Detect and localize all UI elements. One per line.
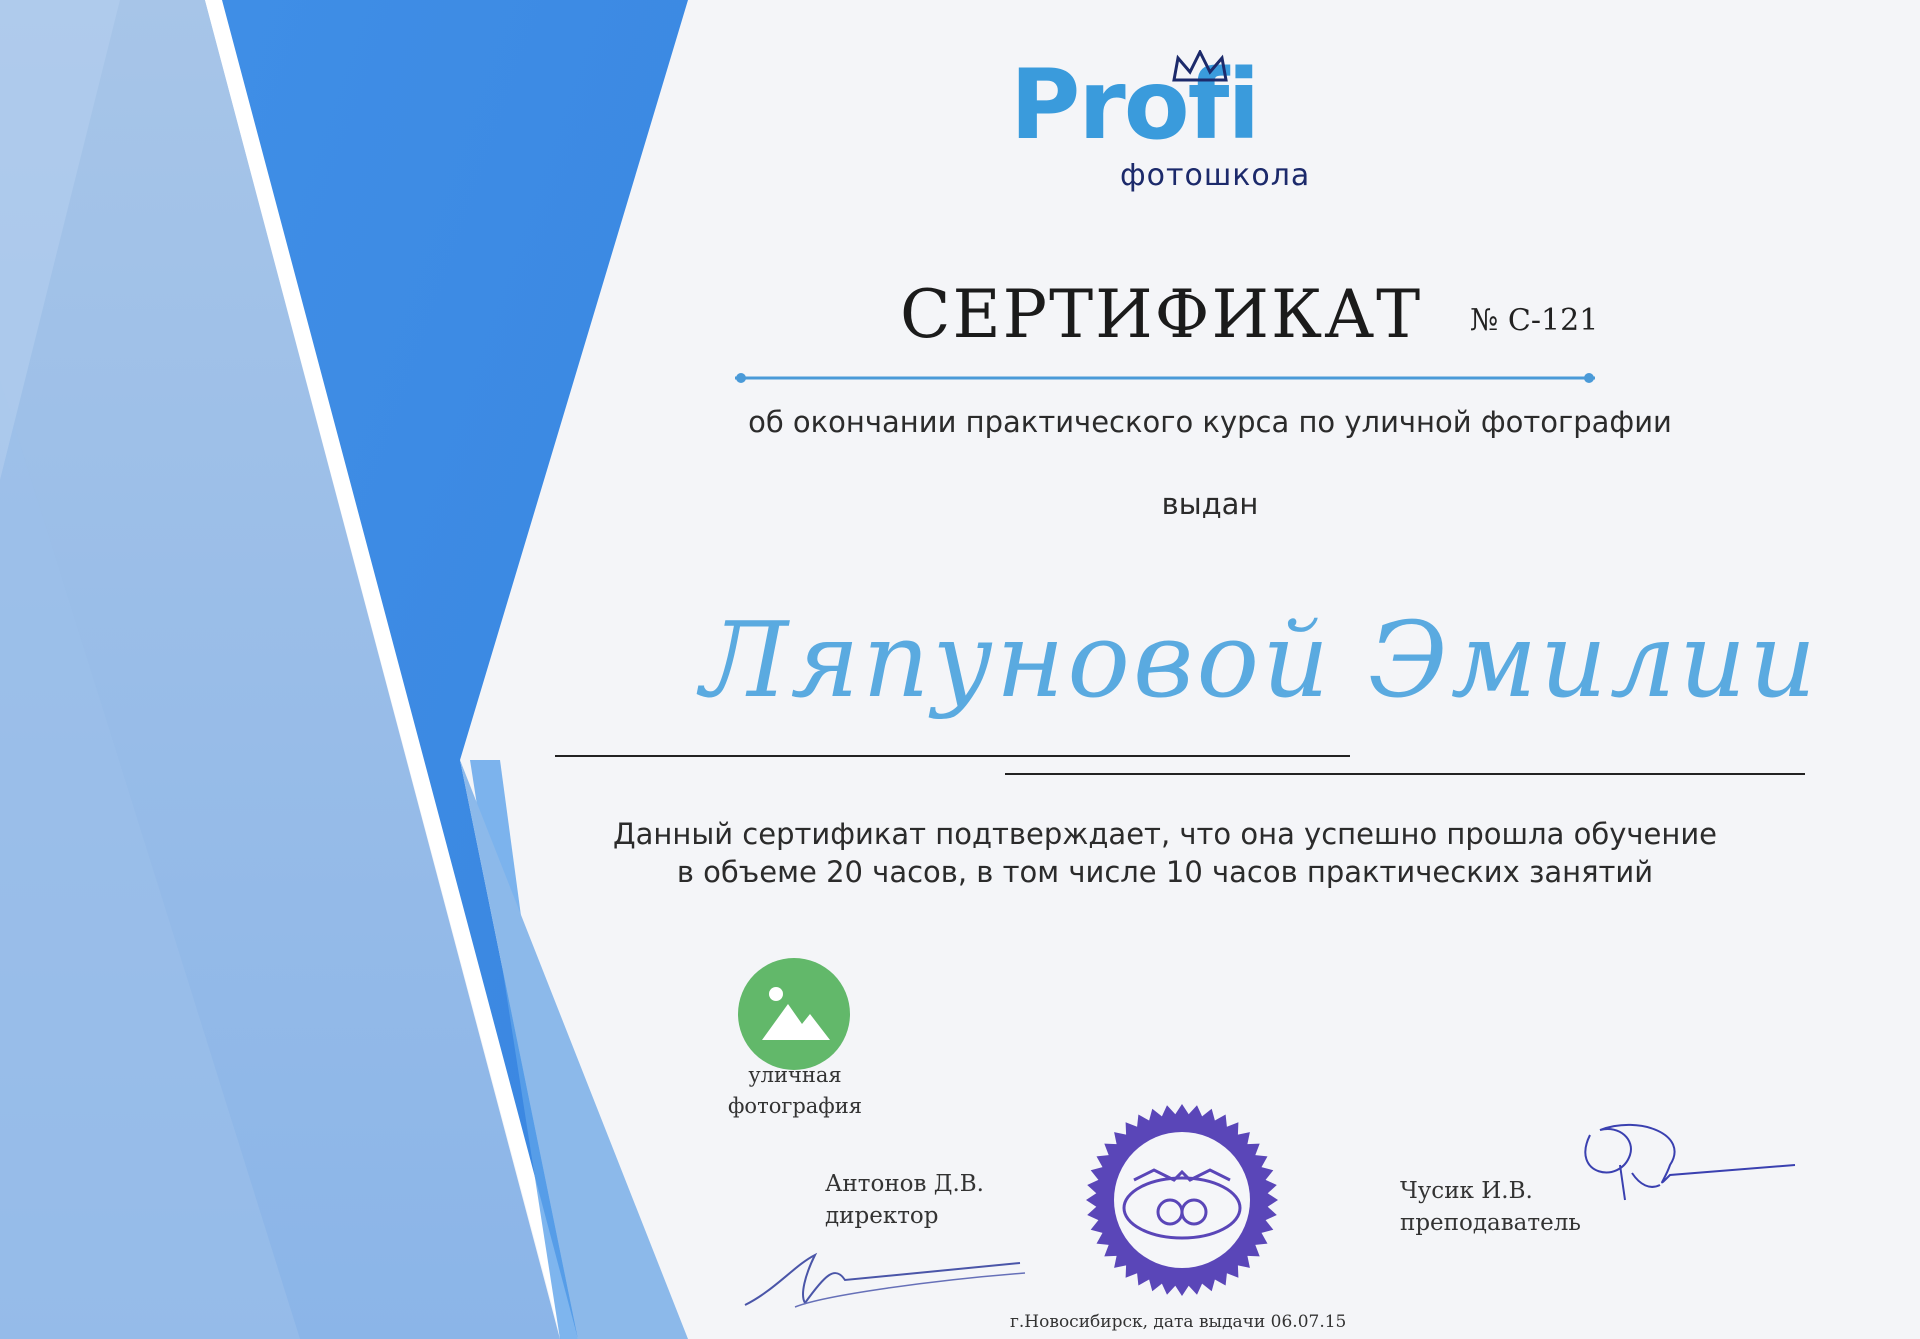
- name-underline: [555, 750, 1805, 780]
- certificate-body: [500, 815, 1830, 891]
- school-logo: [1010, 50, 1360, 210]
- title-divider: [735, 370, 1595, 386]
- logo-subtitle: фотошкола: [1120, 158, 1311, 193]
- badge-label-line-1: уличная: [748, 1063, 842, 1087]
- issue-place-date: г.Новосибирск, дата выдачи 06.07.15: [1010, 1312, 1347, 1332]
- director-signature: [735, 1235, 1035, 1315]
- body-line-1: Данный сертификат подтверждает, что она успешно прошла обучение: [612, 817, 1718, 851]
- issued-label: выдан: [1161, 487, 1259, 521]
- teacher-name: Чусик И.В.: [1400, 1178, 1533, 1204]
- director-role: директор: [825, 1203, 939, 1229]
- director-block: [825, 1168, 984, 1232]
- teacher-role: преподаватель: [1400, 1210, 1581, 1236]
- recipient-name: Ляпуновой Эмилии: [700, 599, 1820, 721]
- body-line-2: в объеме 20 часов, в том числе 10 часов практических занятий: [676, 855, 1654, 889]
- course-description: об окончании практического курса по уличной фотографии: [748, 405, 1672, 439]
- crown-icon: [1170, 50, 1230, 84]
- director-name: Антонов Д.В.: [825, 1171, 984, 1197]
- certificate-number: № С-121: [1470, 303, 1599, 338]
- certificate-title: СЕРТИФИКАТ: [900, 276, 1423, 353]
- course-badge: [738, 958, 850, 1070]
- logo-brand: Profi: [1010, 49, 1259, 161]
- school-seal-icon: [1082, 1100, 1282, 1300]
- badge-label: [700, 1060, 890, 1122]
- teacher-signature: [1560, 1105, 1810, 1215]
- mountain-landscape-icon: [738, 958, 850, 1070]
- badge-label-line-2: фотография: [728, 1094, 862, 1118]
- teacher-block: [1400, 1175, 1581, 1239]
